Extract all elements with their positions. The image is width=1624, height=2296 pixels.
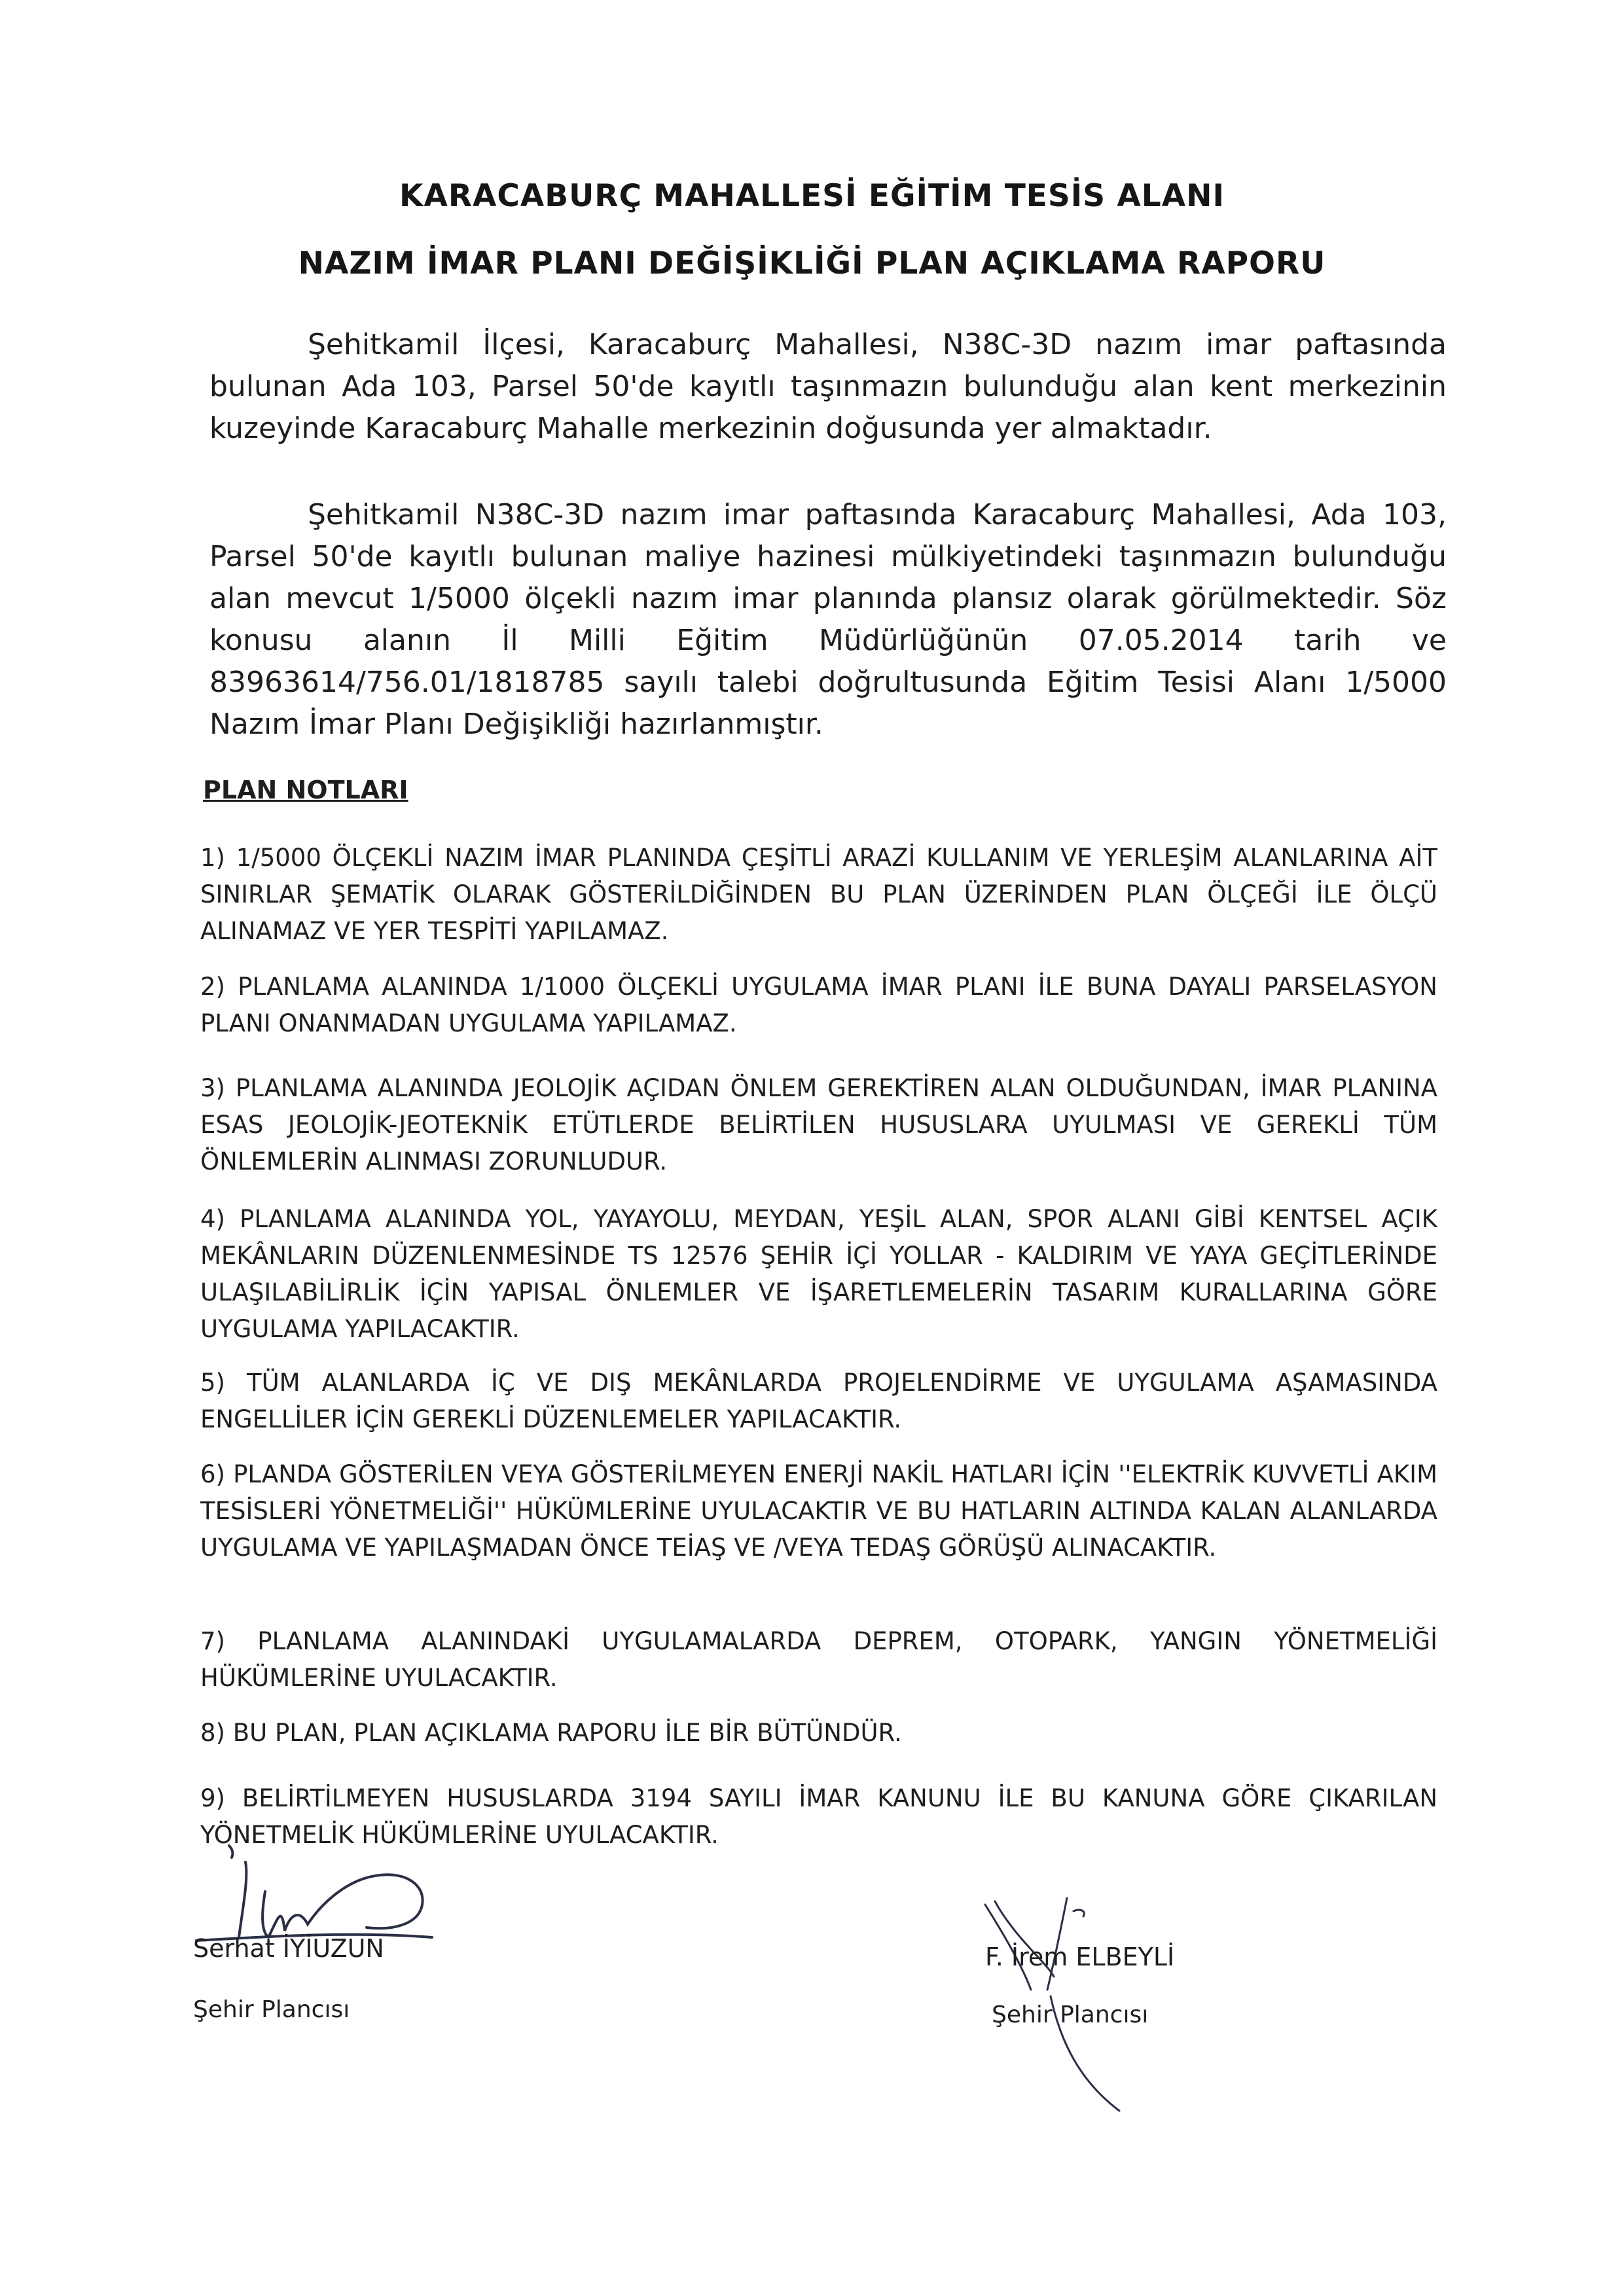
signatory-1-name: Serhat İYİUZUN	[193, 1934, 384, 1963]
document-title-line-2: NAZIM İMAR PLANI DEĞİŞİKLİĞİ PLAN AÇIKLAMA RAPORU	[298, 245, 1326, 281]
signatory-1-role: Şehir Plancısı	[193, 1996, 350, 2023]
intro-paragraph-1	[209, 324, 1447, 450]
intro-paragraph-2-text: Şehitkamil N38C-3D nazım imar paftasında Karacaburç Mahallesi, Ada 103, Parsel 50'de kayıtlı bulunan maliye hazinesi mülkiyetindeki taşınmazın bulunduğu alan mevcut 1/5000 ölçekli nazım imar planında plansız olarak görülmektedir. Söz konusu alanın İl Milli Eğitim Müdürlüğünün 07.05.2014 tarih ve 83963614/756.01/1818785 sayılı talebi doğrultusunda Eğitim Tesisi Alanı 1/5000 Nazım İmar Planı Değişikliği hazırlanmıştır.	[209, 498, 1447, 741]
plan-note-4: 4) PLANLAMA ALANINDA YOL, YAYAYOLU, MEYDAN, YEŞİL ALAN, SPOR ALANI GİBİ KENTSEL AÇIK MEKÂNLARIN DÜZENLENMESİNDE TS 12576 ŞEHİR İÇİ YOLLAR - KALDIRIM VE YAYA GEÇİTLERİNDE ULAŞILABİLİRLİK İÇİN YAPISAL ÖNLEMLER VE İŞARETLEMELERİN TASARIM KURALLARINA GÖRE UYGULAMA YAPILACAKTIR.	[200, 1205, 1437, 1343]
plan-note-2: 2) PLANLAMA ALANINDA 1/1000 ÖLÇEKLİ UYGULAMA İMAR PLANI İLE BUNA DAYALI PARSELASYON PLANI ONANMADAN UYGULAMA YAPILAMAZ.	[200, 973, 1437, 1037]
signatory-2-role: Şehir Plancısı	[992, 2001, 1149, 2028]
document-title-line-1: KARACABURÇ MAHALLESİ EĞİTİM TESİS ALANI	[399, 178, 1225, 214]
plan-note-1: 1) 1/5000 ÖLÇEKLİ NAZIM İMAR PLANINDA ÇEŞİTLİ ARAZİ KULLANIM VE YERLEŞİM ALANLARINA AİT SINIRLAR ŞEMATİK OLARAK GÖSTERİLDİĞİNDEN BU PLAN ÜZERİNDEN PLAN ÖLÇEĞİ İLE ÖLÇÜ ALINAMAZ VE YER TESPİTİ YAPILAMAZ.	[200, 844, 1437, 945]
signatory-2-name: F. İrem ELBEYLİ	[985, 1943, 1175, 1971]
plan-note-5: 5) TÜM ALANLARDA İÇ VE DIŞ MEKÂNLARDA PROJELENDİRME VE UYGULAMA AŞAMASINDA ENGELLİLER İÇİN GEREKLİ DÜZENLEMELER YAPILACAKTIR.	[200, 1369, 1437, 1433]
intro-paragraph-2	[209, 494, 1447, 745]
plan-note-3: 3) PLANLAMA ALANINDA JEOLOJİK AÇIDAN ÖNLEM GEREKTİREN ALAN OLDUĞUNDAN, İMAR PLANINA ESAS JEOLOJİK-JEOTEKNİK ETÜTLERDE BELİRTİLEN HUSUSLARA UYULMASI VE GEREKLİ TÜM ÖNLEMLERİN ALINMASI ZORUNLUDUR.	[200, 1074, 1437, 1175]
plan-note-7: 7) PLANLAMA ALANINDAKİ UYGULAMALARDA DEPREM, OTOPARK, YANGIN YÖNETMELİĞİ HÜKÜMLERİNE UYULACAKTIR.	[200, 1627, 1437, 1692]
plan-note-6: 6) PLANDA GÖSTERİLEN VEYA GÖSTERİLMEYEN ENERJİ NAKİL HATLARI İÇİN ''ELEKTRİK KUVVETLİ AKIM TESİSLERİ YÖNETMELİĞİ'' HÜKÜMLERİNE UYULACAKTIR VE BU HATLARIN ALTINDA KALAN ALANLARDA UYGULAMA VE YAPILAŞMADAN ÖNCE TEİAŞ VE /VEYA TEDAŞ GÖRÜŞÜ ALINACAKTIR.	[200, 1460, 1437, 1562]
plan-note-8: 8) BU PLAN, PLAN AÇIKLAMA RAPORU İLE BİR BÜTÜNDÜR.	[200, 1719, 902, 1747]
plan-notes-heading: PLAN NOTLARI	[203, 776, 408, 804]
intro-paragraph-1-text: Şehitkamil İlçesi, Karacaburç Mahallesi, N38C-3D nazım imar paftasında bulunan Ada 103, Parsel 50'de kayıtlı taşınmazın bulunduğu alan kent merkezinin kuzeyinde Karacaburç Mahalle merkezinin doğusunda yer almaktadır.	[209, 328, 1447, 445]
plan-note-9: 9) BELİRTİLMEYEN HUSUSLARDA 3194 SAYILI İMAR KANUNU İLE BU KANUNA GÖRE ÇIKARILAN YÖNETMELİK HÜKÜMLERİNE UYULACAKTIR.	[200, 1784, 1437, 1849]
